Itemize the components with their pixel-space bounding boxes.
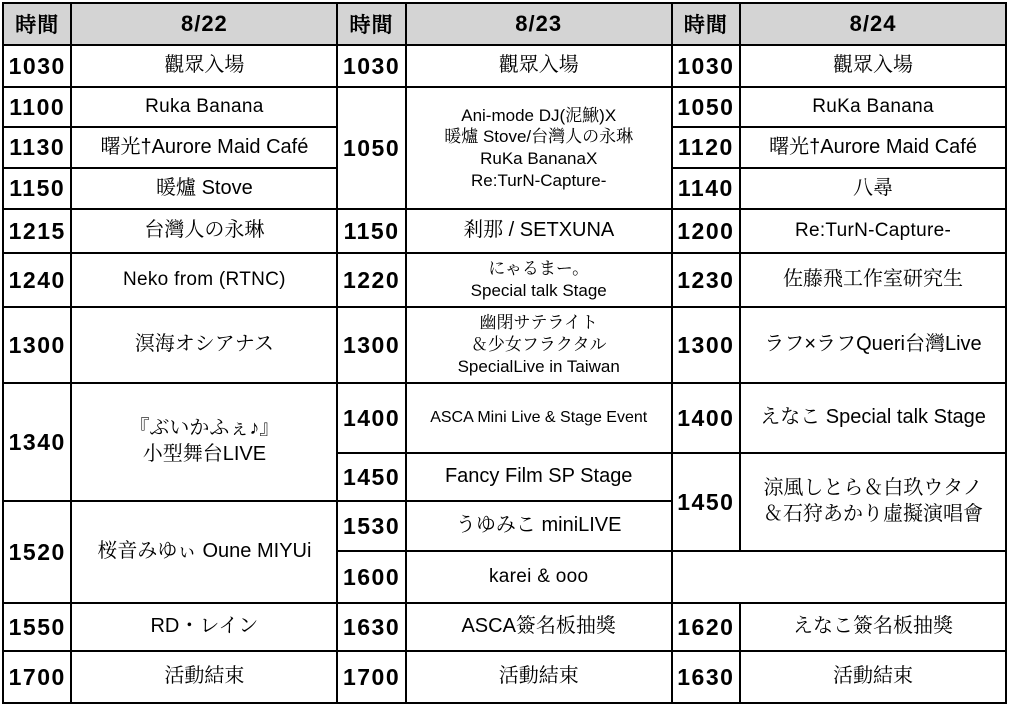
event-cell: ASCA Mini Live & Stage Event <box>406 383 672 453</box>
header-time-day2: 時間 <box>337 3 405 45</box>
event-line: 暖爐 Stove/台灣人の永琳 <box>444 127 634 147</box>
event-cell <box>406 253 672 307</box>
event-cell: 溟海オシアナス <box>71 307 337 383</box>
time-cell: 1450 <box>672 453 740 551</box>
time-cell: 1620 <box>672 603 740 651</box>
event-cell: 觀眾入場 <box>406 45 672 87</box>
time-cell: 1220 <box>337 253 405 307</box>
table-row <box>3 383 1006 453</box>
table-row <box>3 253 1006 307</box>
time-cell: 1400 <box>672 383 740 453</box>
time-cell: 1600 <box>337 551 405 603</box>
time-cell: 1100 <box>3 87 71 127</box>
time-cell: 1630 <box>672 651 740 703</box>
time-cell: 1050 <box>337 87 405 209</box>
event-cell: 活動結束 <box>740 651 1006 703</box>
header-date-day2: 8/23 <box>406 3 672 45</box>
time-cell: 1230 <box>672 253 740 307</box>
table-row <box>3 209 1006 253</box>
event-line: Ani-mode DJ(泥鰍)X <box>461 105 617 125</box>
time-cell: 1215 <box>3 209 71 253</box>
header-time-day1: 時間 <box>3 3 71 45</box>
event-cell <box>740 453 1006 551</box>
time-cell: 1700 <box>337 651 405 703</box>
event-line: 小型舞台LIVE <box>142 443 267 465</box>
event-cell <box>71 383 337 501</box>
time-cell: 1120 <box>672 127 740 168</box>
event-cell: RuKa Banana <box>740 87 1006 127</box>
event-schedule-table <box>2 2 1007 704</box>
event-cell: Neko from (RTNC) <box>71 253 337 307</box>
time-cell: 1300 <box>3 307 71 383</box>
event-line: ＆石狩あかり虛擬演唱會 <box>763 503 984 525</box>
event-line: 幽閉サテライト <box>479 313 598 333</box>
event-line: SpecialLive in Taiwan <box>457 356 620 376</box>
event-cell <box>406 87 672 209</box>
time-cell: 1030 <box>672 45 740 87</box>
event-cell: 活動結束 <box>71 651 337 703</box>
table-row <box>3 603 1006 651</box>
event-cell: Re:TurN-Capture- <box>740 209 1006 253</box>
table-row <box>3 87 1006 127</box>
event-line: 涼風しとら＆白玖ウタノ <box>763 477 983 500</box>
header-date-day3: 8/24 <box>740 3 1006 45</box>
event-line: ＆少女フラクタル <box>470 335 607 355</box>
table-row <box>3 651 1006 703</box>
event-cell: 活動結束 <box>406 651 672 703</box>
time-cell: 1530 <box>337 501 405 551</box>
time-cell: 1550 <box>3 603 71 651</box>
header-date-day1: 8/22 <box>71 3 337 45</box>
time-cell: 1200 <box>672 209 740 253</box>
event-cell: えなこ簽名板抽獎 <box>740 603 1006 651</box>
event-cell: 剎那 / SETXUNA <box>406 209 672 253</box>
time-cell: 1130 <box>3 127 71 168</box>
time-cell: 1450 <box>337 453 405 501</box>
event-cell: RD・レイン <box>71 603 337 651</box>
header-time-day3: 時間 <box>672 3 740 45</box>
time-cell: 1700 <box>3 651 71 703</box>
time-cell: 1140 <box>672 168 740 209</box>
event-cell: えなこ Special talk Stage <box>740 383 1006 453</box>
time-cell: 1300 <box>672 307 740 383</box>
event-cell <box>406 307 672 383</box>
time-cell: 1240 <box>3 253 71 307</box>
event-cell: 觀眾入場 <box>71 45 337 87</box>
time-cell: 1400 <box>337 383 405 453</box>
event-line: Special talk Stage <box>470 281 607 300</box>
event-line: にゃるまー。 <box>488 259 590 279</box>
event-cell: 曙光†Aurore Maid Café <box>740 127 1006 168</box>
event-cell: ラフ×ラフQueri台灣Live <box>740 307 1006 383</box>
event-cell: 暖爐 Stove <box>71 168 337 209</box>
table-row <box>3 307 1006 383</box>
event-cell: うゆみこ miniLIVE <box>406 501 672 551</box>
time-cell: 1150 <box>337 209 405 253</box>
event-cell: 桜音みゆぃ Oune MIYUi <box>71 501 337 603</box>
event-cell: 台灣人の永琳 <box>71 209 337 253</box>
table-row <box>3 45 1006 87</box>
time-cell: 1050 <box>672 87 740 127</box>
time-cell: 1030 <box>3 45 71 87</box>
event-line: RuKa BananaX <box>480 149 598 168</box>
event-cell: 曙光†Aurore Maid Café <box>71 127 337 168</box>
time-cell: 1150 <box>3 168 71 209</box>
time-cell: 1030 <box>337 45 405 87</box>
event-cell: 八尋 <box>740 168 1006 209</box>
table-header-row <box>3 3 1006 45</box>
event-line: 『ぶいかふぇ♪』 <box>129 417 280 440</box>
event-cell: karei & ooo <box>406 551 672 603</box>
time-cell: 1340 <box>3 383 71 501</box>
event-cell: Ruka Banana <box>71 87 337 127</box>
event-cell: ASCA簽名板抽獎 <box>406 603 672 651</box>
time-cell: 1300 <box>337 307 405 383</box>
event-cell: Fancy Film SP Stage <box>406 453 672 501</box>
event-cell: 觀眾入場 <box>740 45 1006 87</box>
time-cell: 1520 <box>3 501 71 603</box>
event-line: Re:TurN-Capture- <box>471 170 607 190</box>
event-cell: 佐藤飛工作室研究生 <box>740 253 1006 307</box>
time-cell: 1630 <box>337 603 405 651</box>
